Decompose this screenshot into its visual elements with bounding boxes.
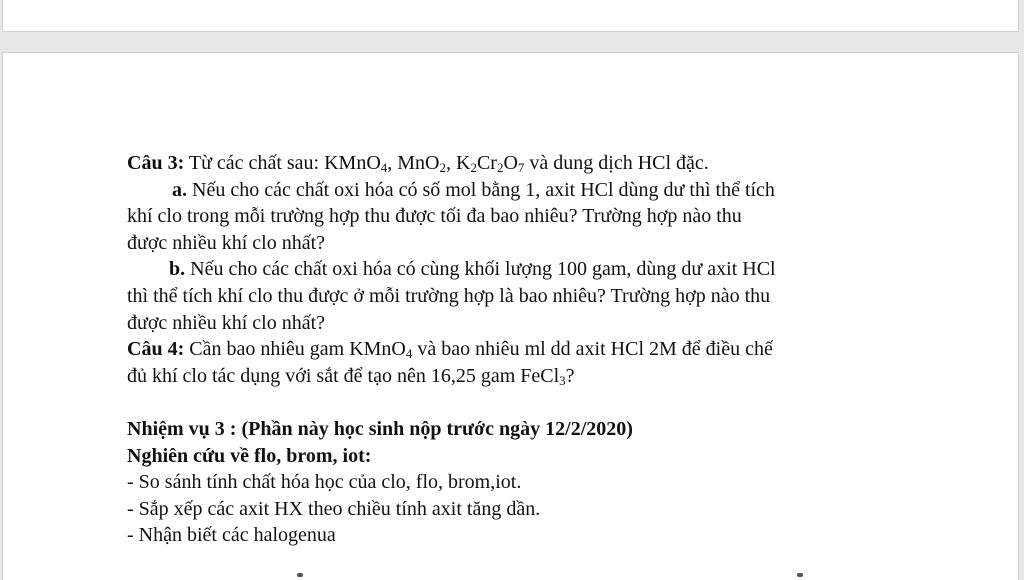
question-4-text: ? (565, 364, 575, 387)
question-3-text: O (503, 152, 518, 174)
task-3-subheading: Nghiên cứu về flo, brom, iot: (127, 444, 372, 467)
cut-off-text-fragment (797, 573, 803, 577)
question-4-line (127, 336, 917, 363)
question-3a-line: được nhiều khí clo nhất? (127, 231, 326, 254)
question-3b-label: b. (169, 258, 186, 281)
question-3a-text: Nếu cho các chất oxi hóa có số mol bằng 1, axit HCl dùng dư thì thể tích (187, 178, 775, 201)
question-3b-line: thì thể tích khí clo thu được ở mỗi trường hợp là bao nhiêu? Trường hợp nào thu (127, 284, 771, 307)
question-3-text: , K (446, 152, 471, 174)
subscript: 4 (405, 346, 413, 362)
task-3-item: - So sánh tính chất hóa học của clo, flo, brom,iot. (127, 471, 522, 494)
question-4-text: đủ khí clo tác dụng với sắt để tạo nên 16,25 gam FeCl (127, 364, 560, 387)
question-3-text: Từ các chất sau: KMnO (184, 152, 381, 174)
question-4-line (127, 363, 917, 390)
question-3-line (127, 150, 917, 177)
question-3-text: Cr (476, 152, 497, 174)
task-3-heading: Nhiệm vụ 3 : (Phần này học sinh nộp trước ngày 12/2/2020) (127, 417, 633, 440)
question-3a-line: khí clo trong mỗi trường hợp thu được tối đa bao nhiêu? Trường hợp nào thu (127, 205, 742, 228)
subscript: 2 (496, 160, 504, 175)
question-4-label: Câu 4: (127, 338, 185, 361)
question-3b-line: được nhiều khí clo nhất? (127, 311, 326, 334)
question-3-text: và dung dịch HCl đặc. (524, 152, 709, 174)
question-3-text: , MnO (387, 152, 440, 174)
task-3-item: - Nhận biết các halogenua (127, 524, 336, 547)
subscript: 2 (470, 160, 477, 175)
question-3b-text: Nếu cho các chất oxi hóa có cùng khối lượng 100 gam, dùng dư axit HCl (185, 258, 776, 281)
question-3-label: Câu 3: (127, 152, 185, 174)
task-3-item: - Sắp xếp các axit HX theo chiều tính axit tăng dần. (127, 497, 541, 520)
subscript: 2 (439, 160, 446, 175)
document-body (127, 150, 917, 549)
question-3a-label: a. (172, 178, 187, 201)
blank-line (127, 389, 917, 416)
cut-off-text-fragment (297, 573, 303, 577)
previous-page (2, 0, 1019, 32)
subscript: 4 (380, 160, 388, 175)
question-4-text: Cần bao nhiêu gam KMnO (184, 338, 406, 361)
subscript: 3 (559, 372, 566, 388)
question-3b-line (127, 256, 917, 283)
subscript: 7 (517, 160, 525, 175)
question-3a-line (127, 177, 917, 204)
question-4-text: và bao nhiêu ml dd axit HCl 2M để điều chế (412, 338, 773, 361)
